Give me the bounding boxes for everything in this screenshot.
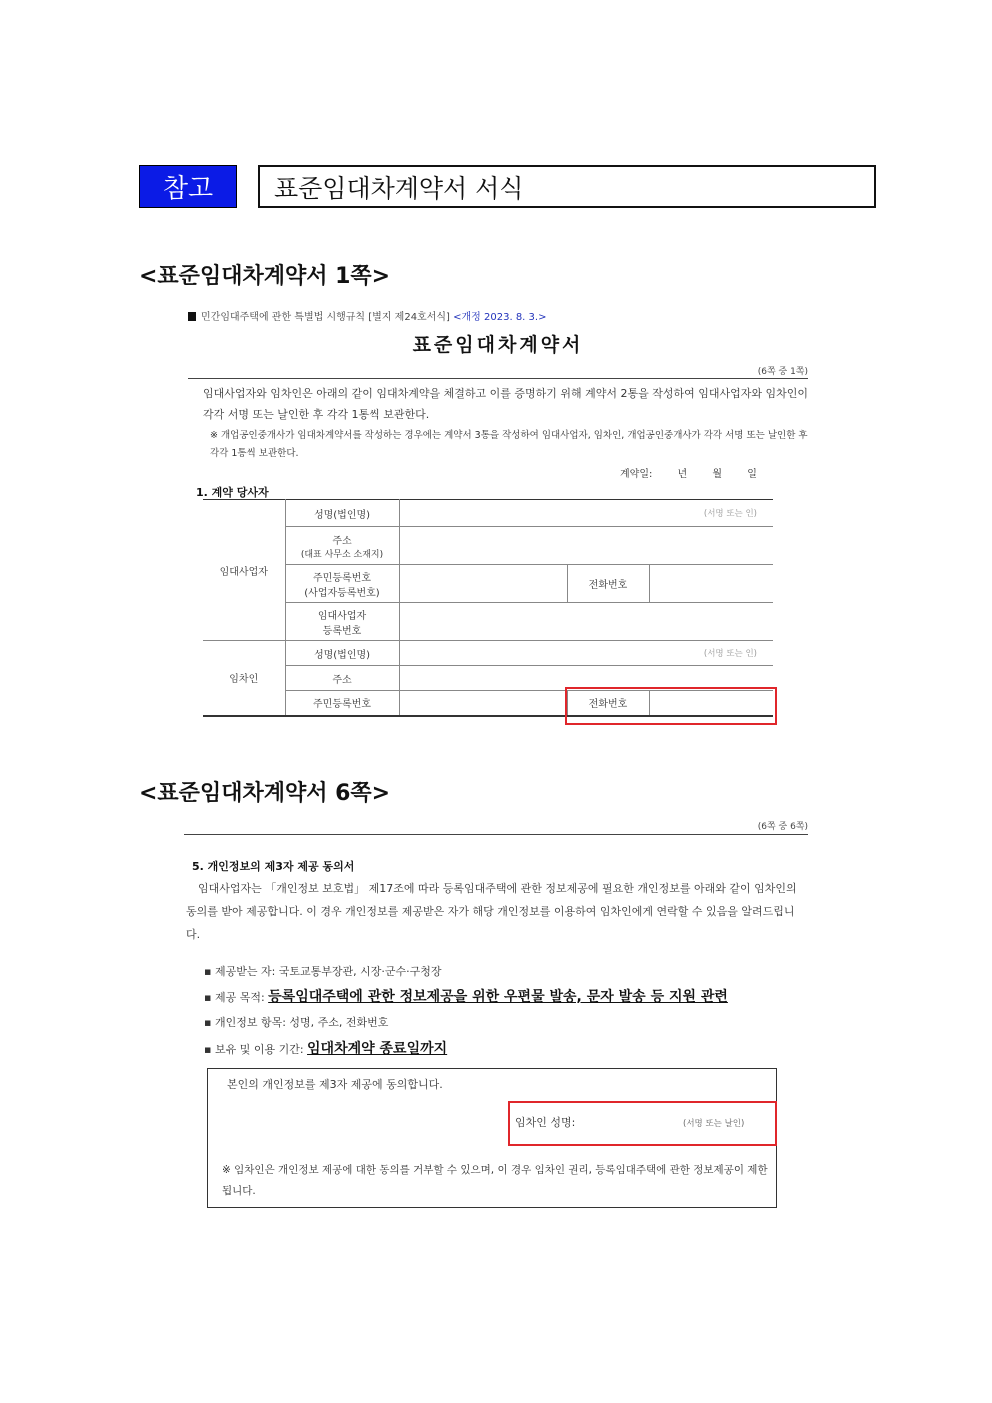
contract-date: 계약일: 년 월 일 [620, 469, 757, 480]
landlord-reg-field[interactable] [399, 603, 773, 641]
page-number: (6쪽 중 6쪽) [757, 822, 808, 832]
party-table [203, 499, 773, 717]
section-heading-page1: <표준임대차계약서 1쪽> [139, 264, 391, 289]
landlord-address-field[interactable] [399, 527, 773, 565]
consent-paragraph: 임대사업자는 「개인정보 보호법」 제17조에 따라 등록임대주택에 관한 정보제공에 필요한 개인정보를 아래와 같이 임차인의 동의를 받아 제공합니다. 이 경우 개인정보를 제공받은 자가 해당 개인정보를 이용하여 임차인에게 연락할 수 있음을 알려드립니다. [186, 882, 797, 941]
broker-note: ※ 개업공인중개사가 임대차계약서를 작성하는 경우에는 계약서 3통을 작성하여 임대사업자, 임차인, 개업공인중개사가 각각 서명 또는 날인한 후 각각 1통씩 보관한다. [210, 430, 808, 459]
bullet-item [204, 1014, 388, 1030]
tenant-group-label: 임차인 [229, 674, 259, 686]
reg-sublabel: 등록번호 [322, 625, 362, 637]
landlord-address-label [285, 527, 399, 565]
highlight-box-phone [565, 687, 777, 725]
landlord-phone-label: 전화번호 [567, 565, 649, 603]
page-title: 표준임대차계약서 서식 [258, 165, 876, 208]
section-heading-page6: <표준임대차계약서 6쪽> [139, 781, 391, 806]
landlord-group-label: 임대사업자 [203, 500, 285, 641]
item-heading: 5. 개인정보의 제3자 제공 동의서 [192, 860, 355, 873]
landlord-reg-label [285, 603, 399, 641]
tenant-phone-label: 전화번호 [567, 691, 649, 716]
form-title: 표준임대차계약서 [412, 334, 584, 356]
bullet-label: ▪ 제공받는 자: 국토교통부장관, 시장·군수·구청장 [204, 965, 442, 978]
signature-field[interactable]: (서명 또는 날인) [683, 1119, 745, 1129]
landlord-name-label: 성명(법인명) [285, 500, 399, 527]
law-reference [188, 308, 546, 323]
tenant-name-label: 성명(법인명) [285, 641, 399, 666]
page-number: (6쪽 중 1쪽) [757, 367, 808, 377]
divider [184, 834, 808, 835]
id-label: 주민등록번호 [313, 572, 371, 584]
landlord-id-label [285, 565, 399, 603]
bullet-emphasis: 등록임대주택에 관한 정보제공을 위한 우편물 발송, 문자 발송 등 지원 관련 [268, 989, 728, 1005]
bullet-item [204, 986, 728, 1006]
landlord-id-field[interactable] [399, 565, 567, 603]
intro-paragraph: 임대사업자와 임차인은 아래의 같이 임대차계약을 체결하고 이를 증명하기 위해 계약서 2통을 작성하여 임대사업자와 임차인이 각각 서명 또는 날인한 후 각각 1통씩 보관한다. [203, 387, 809, 421]
bullet-label: ▪ 보유 및 이용 기간: [204, 1043, 308, 1056]
tenant-id-label: 주민등록번호 [285, 691, 399, 716]
revision-date: <개정 2023. 8. 3.> [453, 312, 547, 323]
tenant-address-label: 주소 [285, 666, 399, 691]
bullet-item [204, 1038, 447, 1058]
reg-label: 임대사업자 [317, 610, 367, 622]
bullet-label: ▪ 제공 목적: [204, 991, 269, 1004]
reference-tag: 참고 [139, 165, 237, 208]
tenant-name-label: 임차인 성명: [515, 1116, 576, 1129]
divider [188, 378, 808, 379]
id-sublabel: (사업자등록번호) [304, 587, 380, 599]
landlord-sign-hint: (서명 또는 인) [399, 500, 773, 527]
consent-statement: 본인의 개인정보를 제3자 제공에 동의합니다. [227, 1078, 443, 1091]
tenant-sign-hint: (서명 또는 인) [399, 641, 773, 666]
address-label: 주소 [332, 535, 352, 547]
landlord-phone-field[interactable] [649, 565, 773, 603]
address-sublabel: (대표 사무소 소재지) [300, 549, 384, 560]
bullet-label: ▪ 개인정보 항목: 성명, 주소, 전화번호 [204, 1016, 389, 1029]
bullet-item [204, 963, 442, 979]
law-ref-text: 민간임대주택에 관한 특별법 시행규칙 [별지 제24호서식] [201, 312, 450, 323]
bullet-emphasis: 임대차계약 종료일까지 [307, 1041, 448, 1057]
square-bullet-icon [188, 312, 196, 321]
tenant-id-field[interactable] [399, 691, 567, 716]
consent-note: ※ 임차인은 개인정보 제공에 대한 동의를 거부할 수 있으며, 이 경우 임차인 권리, 등록임대주택에 관한 정보제공이 제한됩니다. [222, 1164, 768, 1197]
party-heading: 1. 계약 당사자 [196, 486, 269, 499]
